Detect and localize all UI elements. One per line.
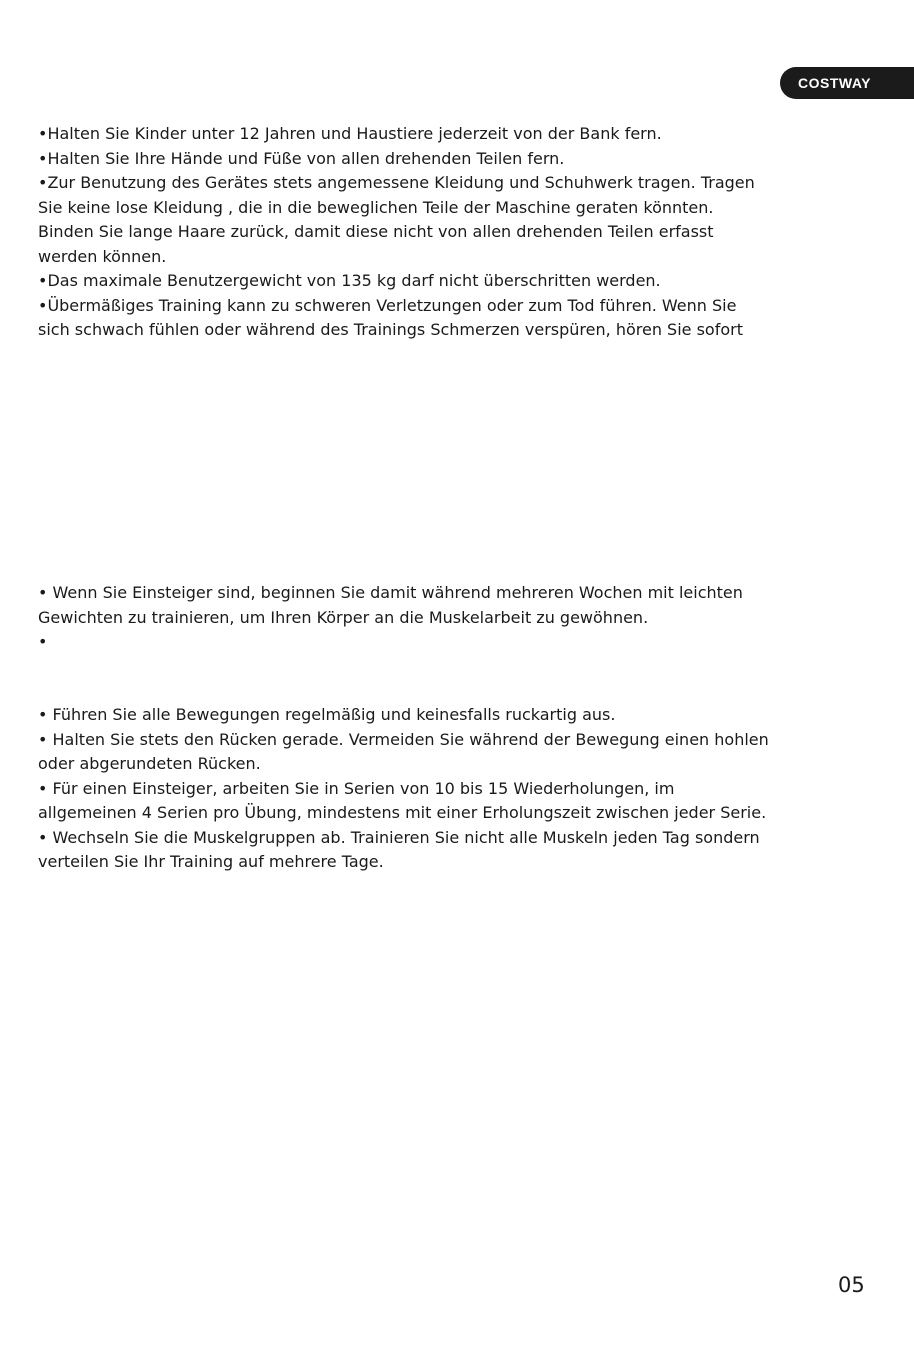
text-line: • Führen Sie alle Bewegungen regelmäßig und keinesfalls ruckartig aus. <box>38 705 616 724</box>
text-line: • Halten Sie stets den Rücken gerade. Vermeiden Sie während der Bewegung einen hohlen <box>38 729 769 749</box>
text-line: •Zur Benutzung des Gerätes stets angemessene Kleidung und Schuhwerk tragen. Tragen <box>38 173 755 192</box>
text-line: • Wenn Sie Einsteiger sind, beginnen Sie damit während mehreren Wochen mit leichten <box>38 583 743 602</box>
page-number: 05 <box>838 1273 865 1297</box>
text-line: •Übermäßiges Training kann zu schweren Verletzungen oder zum Tod führen. Wenn Sie <box>38 295 737 315</box>
text-line: • Für einen Einsteiger, arbeiten Sie in Serien von 10 bis 15 Wiederholungen, im <box>38 778 675 798</box>
text-line: verteilen Sie Ihr Training auf mehrere Tage. <box>38 852 384 871</box>
text-line: oder abgerundeten Rücken. <box>38 754 261 773</box>
text-line: •Das maximale Benutzergewicht von 135 kg darf nicht überschritten werden. <box>38 271 661 290</box>
text-line: • <box>38 632 48 651</box>
text-line: werden können. <box>38 246 167 266</box>
training-instructions <box>38 703 868 875</box>
text-line: •Halten Sie Ihre Hände und Füße von allen drehenden Teilen fern. <box>38 148 565 168</box>
text-line: Sie keine lose Kleidung , die in die beweglichen Teile der Maschine geraten könnten. <box>38 197 714 217</box>
beginner-instructions <box>38 581 868 655</box>
text-line: • Wechseln Sie die Muskelgruppen ab. Trainieren Sie nicht alle Muskeln jeden Tag sondern <box>38 827 760 847</box>
brand-logo: COSTWAY <box>780 67 914 99</box>
text-line: Binden Sie lange Haare zurück, damit diese nicht von allen drehenden Teilen erfasst <box>38 222 714 241</box>
text-line: sich schwach fühlen oder während des Trainings Schmerzen verspüren, hören Sie sofort <box>38 320 743 339</box>
text-line: Gewichten zu trainieren, um Ihren Körper an die Muskelarbeit zu gewöhnen. <box>38 607 649 627</box>
text-line: allgemeinen 4 Serien pro Übung, mindestens mit einer Erholungszeit zwischen jeder Serie. <box>38 803 767 822</box>
text-line: •Halten Sie Kinder unter 12 Jahren und Haustiere jederzeit von der Bank fern. <box>38 124 662 143</box>
safety-instructions <box>38 122 868 343</box>
